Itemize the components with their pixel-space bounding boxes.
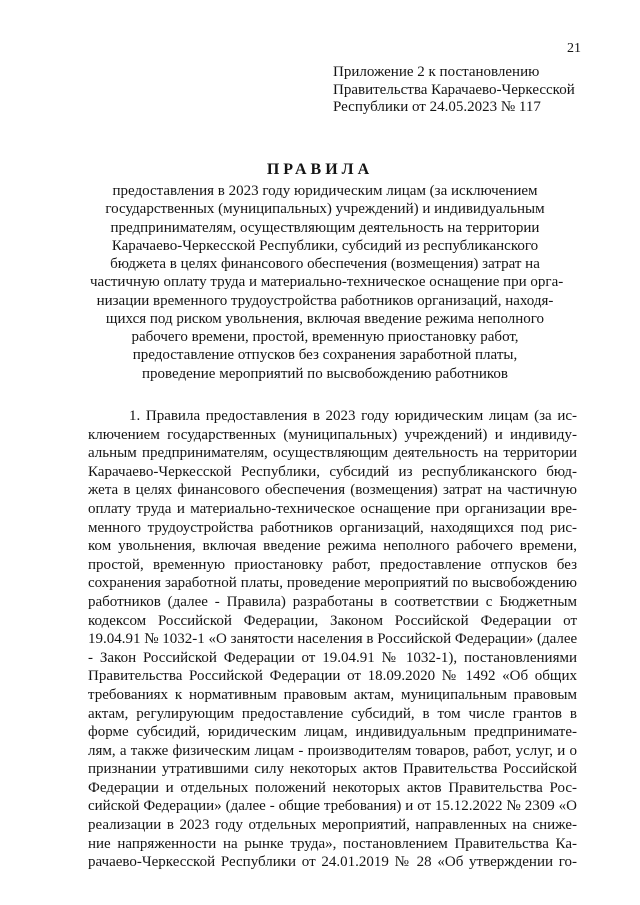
- body-line: требованиях к нормативным правовым актам, муниципальным правовым: [88, 686, 577, 703]
- body-line: ключением государственных (муниципальных) учреждений) и индивиду-: [88, 426, 577, 443]
- subtitle-line: проведение мероприятий по высвобождению работников: [141, 365, 508, 382]
- body-line: сохранения заработной платы, проведение мероприятий по высвобождению: [88, 575, 577, 592]
- body-line: лям, а также физическим лицам - производителям товаров, работ, услуг, и о: [88, 742, 577, 759]
- subtitle-line: бюджета в целях финансового обеспечения (возмещения) затрат на: [110, 256, 540, 272]
- subtitle-line: частичную оплату труда и материально-техническое оснащение при орга-: [90, 274, 564, 291]
- body-line: менного трудоустройства работников организаций, находящихся под рис-: [88, 519, 577, 536]
- subtitle-line: низации временного трудоустройства работников организаций, находя-: [96, 292, 554, 309]
- subtitle-line: предоставления в 2023 году юридическим лицам (за исключением: [112, 183, 538, 199]
- body-line: простой, временную приостановку работ, предоставление отпусков без: [88, 556, 577, 573]
- body-line: ком увольнения, включая введение режима неполного рабочего времени,: [88, 538, 577, 555]
- appendix-line: Республики от 24.05.2023 № 117: [333, 99, 541, 115]
- appendix-line: Правительства Карачаево-Черкесской: [333, 81, 575, 98]
- body-line: 19.04.91 № 1032-1 «О занятости населения в Российской Федерации» (далее: [88, 631, 578, 648]
- body-line: Федерации и отдельных положений некоторых актов Правительства Рос-: [88, 779, 577, 796]
- body-line: кодексом Российской Федерации, Законом Российской Федерации от: [88, 612, 577, 629]
- body-line: 1. Правила предоставления в 2023 году юридическим лицам (за ис-: [129, 408, 577, 424]
- body-line: оплату труда и материально-техническое оснащение при организации вре-: [88, 500, 577, 517]
- body-line: реализации в 2023 году отдельных мероприятий, направленных на сниже-: [88, 817, 577, 834]
- body-line: ние напряженности на рынке труда», постановлением Правительства Ка-: [88, 835, 577, 852]
- body-line: рачаево-Черкесской Республики от 24.01.2019 № 28 «Об утверждении го-: [88, 854, 577, 871]
- subtitle-line: предоставление отпусков без сохранения заработной платы,: [132, 347, 518, 364]
- subtitle-line: государственных (муниципальных) учреждений) и индивидуальным: [105, 201, 545, 218]
- body-line: альным предпринимателям, осуществляющим деятельность на территории: [88, 445, 577, 462]
- body-line: жета в целях финансового обеспечения (возмещения) затрат на частичную: [88, 482, 577, 499]
- subtitle-line: рабочего времени, простой, временную приостановку работ,: [131, 329, 519, 345]
- appendix-reference: [333, 64, 613, 117]
- body-line: сийской Федерации» (далее - общие требования) и от 15.12.2022 № 2309 «О: [88, 798, 577, 815]
- body-line: признании утратившими силу некоторых актов Правительства Российской: [88, 761, 577, 778]
- body-line: - Закон Российской Федерации от 19.04.91 № 1032-1), постановлениями: [88, 649, 577, 666]
- body-paragraph: [88, 407, 577, 872]
- subtitle-line: щихся под риском увольнения, включая введение режима неполного: [105, 310, 545, 327]
- body-line: работников (далее - Правила) разработаны в соответствии с Бюджетным: [88, 593, 577, 610]
- appendix-line: Приложение 2 к постановлению: [333, 64, 540, 80]
- page-number: 21: [567, 41, 581, 56]
- body-line: Правительства Российской Федерации от 18.09.2020 № 1492 «Об общих: [88, 668, 577, 685]
- document-heading: ПРАВИЛА: [266, 161, 374, 178]
- body-line: Карачаево-Черкесской Республики, субсидий из республиканского бюд-: [88, 463, 577, 480]
- document-subtitle: [90, 182, 564, 383]
- body-line: форме субсидий, юридическим лицам, индивидуальным предпринимате-: [88, 724, 577, 741]
- subtitle-line: Карачаево-Черкесской Республики, субсидий из республиканского: [111, 237, 539, 254]
- subtitle-line: предпринимателям, осуществляющим деятельность на территории: [110, 219, 540, 236]
- body-line: актам, регулирующим предоставление субсидий, в том числе грантов в: [88, 705, 577, 722]
